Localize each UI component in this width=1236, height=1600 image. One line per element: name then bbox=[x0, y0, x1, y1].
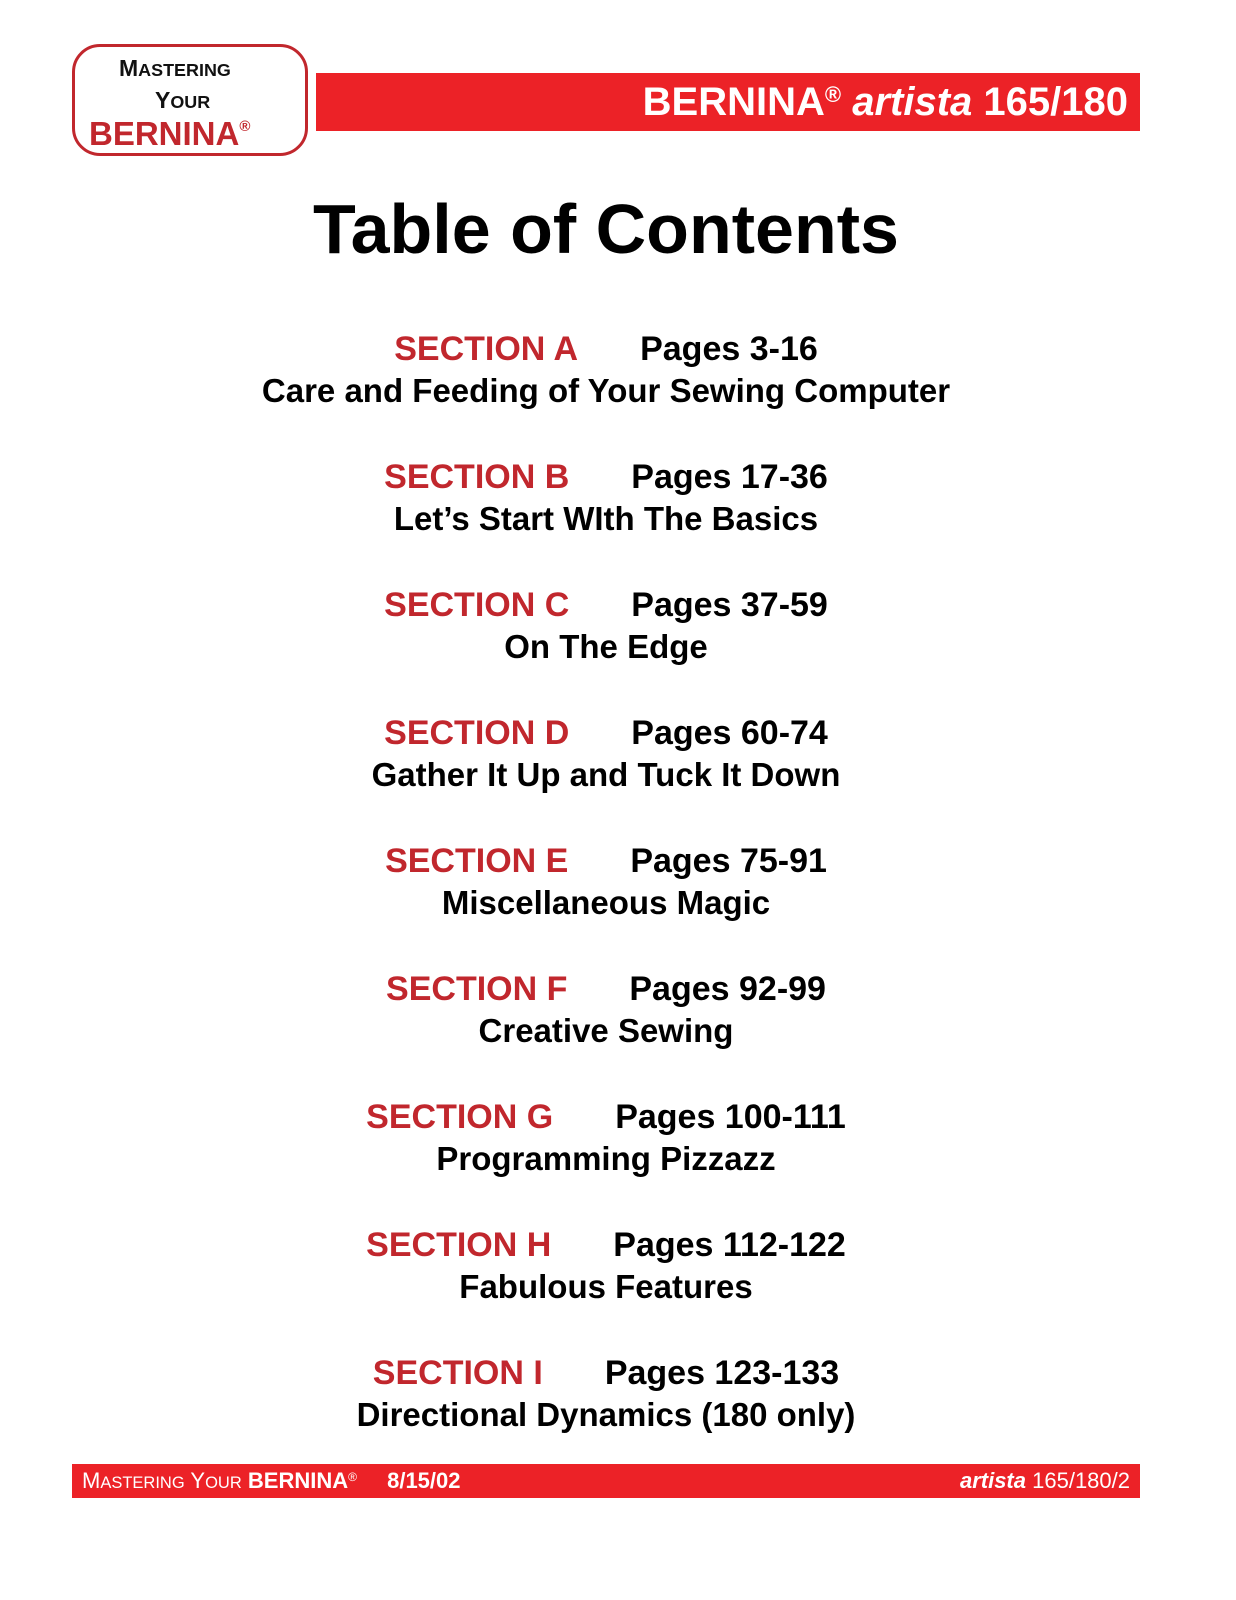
section-pages: Pages 3-16 bbox=[640, 330, 818, 368]
header-brand: BERNINA bbox=[642, 80, 825, 124]
section-label: SECTION F bbox=[386, 970, 568, 1008]
footer-page-number: artista 165/180/2 bbox=[959, 1468, 1130, 1493]
logo-line-bernina: BERNINA® bbox=[89, 115, 251, 152]
section-description: On The Edge bbox=[504, 628, 708, 666]
header-model-title bbox=[643, 81, 1128, 123]
logo-line-your: YOUR bbox=[155, 87, 211, 113]
section-label: SECTION H bbox=[366, 1226, 552, 1264]
section-pages: Pages 92-99 bbox=[629, 970, 826, 1008]
header-bar bbox=[316, 73, 1140, 131]
section-pages: Pages 60-74 bbox=[631, 714, 828, 752]
section-description: Creative Sewing bbox=[478, 1012, 734, 1050]
section-description: Fabulous Features bbox=[459, 1268, 753, 1306]
header-model-name: artista bbox=[852, 80, 973, 124]
header-reg-mark: ® bbox=[824, 82, 842, 107]
section-label: SECTION B bbox=[384, 458, 570, 496]
section-pages: Pages 37-59 bbox=[631, 586, 828, 624]
toc-entry-b bbox=[0, 458, 1212, 539]
section-label: SECTION I bbox=[372, 1354, 543, 1392]
footer-date: 8/15/02 bbox=[387, 1468, 461, 1493]
section-pages: Pages 100-111 bbox=[615, 1098, 846, 1136]
footer-publication: MASTERING YOUR BERNINA® 8/15/02 bbox=[82, 1468, 461, 1493]
section-description: Programming Pizzazz bbox=[436, 1140, 776, 1178]
section-description: Let’s Start WIth The Basics bbox=[393, 500, 819, 538]
footer-bar bbox=[72, 1464, 1140, 1498]
section-description: Care and Feeding of Your Sewing Computer bbox=[261, 372, 951, 410]
logo-mastering-your-bernina bbox=[72, 44, 308, 156]
section-label: SECTION E bbox=[385, 842, 569, 880]
section-pages: Pages 112-122 bbox=[613, 1226, 846, 1264]
section-description: Gather It Up and Tuck It Down bbox=[371, 756, 841, 794]
section-label: SECTION C bbox=[384, 586, 570, 624]
section-pages: Pages 75-91 bbox=[630, 842, 827, 880]
toc-entry-e bbox=[0, 842, 1212, 923]
header-model-number: 165/180 bbox=[983, 80, 1128, 124]
toc-entry-a bbox=[0, 330, 1212, 411]
toc-entry-g bbox=[0, 1098, 1212, 1179]
section-pages: Pages 17-36 bbox=[631, 458, 828, 496]
section-pages: Pages 123-133 bbox=[604, 1354, 840, 1392]
toc-entry-f bbox=[0, 970, 1212, 1051]
toc-entry-c bbox=[0, 586, 1212, 667]
section-label: SECTION A bbox=[394, 330, 579, 368]
toc-entry-i bbox=[0, 1354, 1212, 1435]
section-description: Directional Dynamics (180 only) bbox=[356, 1396, 856, 1434]
section-label: SECTION D bbox=[384, 714, 570, 752]
toc-entry-h bbox=[0, 1226, 1212, 1307]
logo-line-mastering: MASTERING bbox=[119, 55, 231, 81]
page-title: Table of Contents bbox=[313, 190, 899, 268]
section-description: Miscellaneous Magic bbox=[441, 884, 771, 922]
toc-entry-d bbox=[0, 714, 1212, 795]
section-label: SECTION G bbox=[366, 1098, 554, 1136]
